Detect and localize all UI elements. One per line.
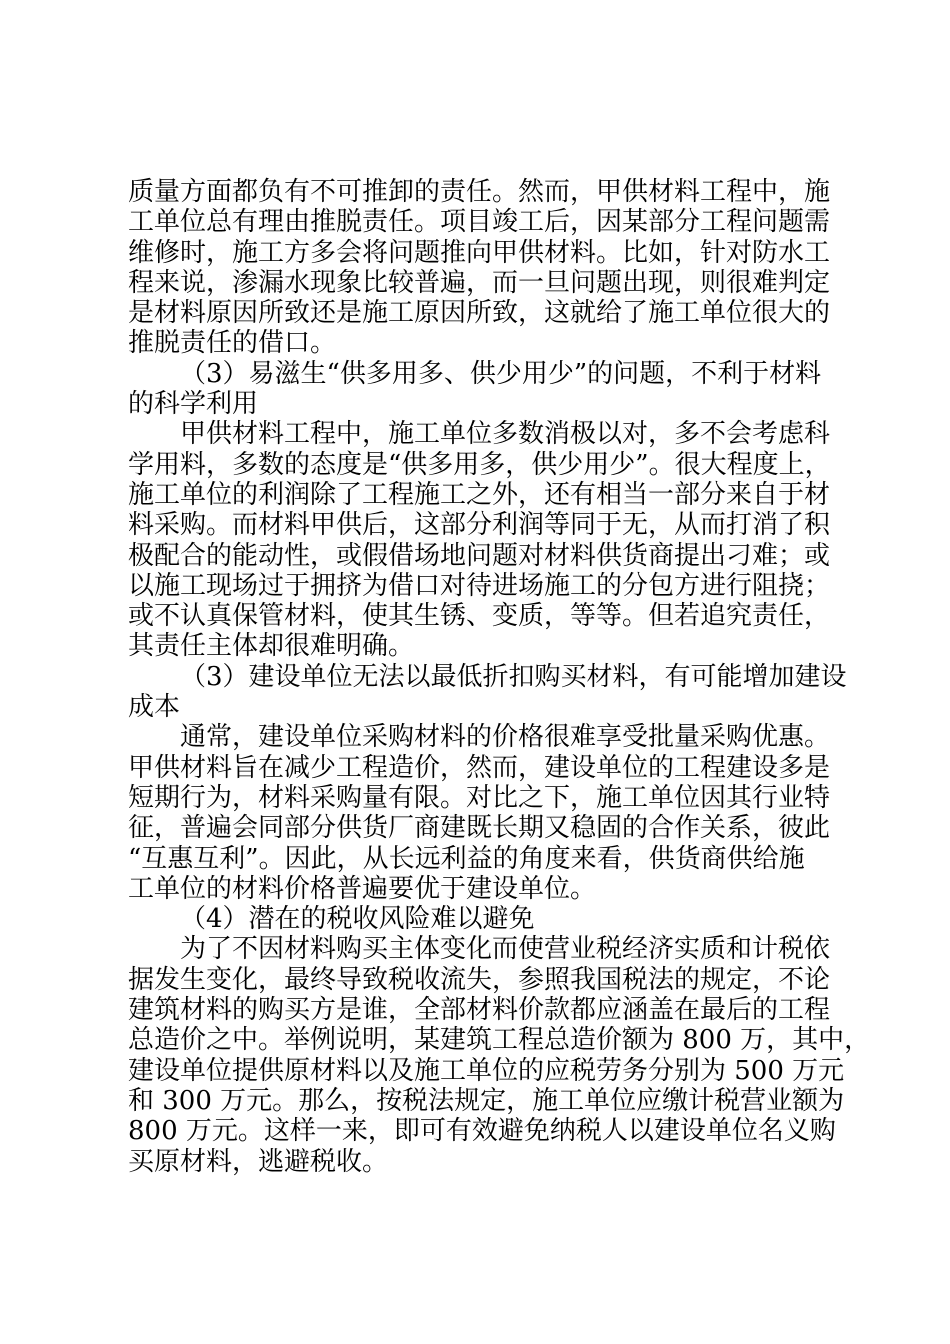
text-line: 工单位的材料价格普遍要优于建设单位。 <box>128 873 597 904</box>
text-line: 据发生变化，最终导致税收流失，参照我国税法的规定，不论 <box>128 964 831 995</box>
section-heading-4 <box>128 904 840 934</box>
text-line: 甲供材料旨在减少工程造价，然而，建设单位的工程建设多是 <box>128 752 831 783</box>
heading-line: （3）易滋生“供多用多、供少用少”的问题，不利于材料 <box>180 358 822 389</box>
text-line: 建筑材料的购买方是谁，全部材料价款都应涵盖在最后的工程 <box>128 995 831 1026</box>
document-page <box>128 177 871 1177</box>
heading-line: 成本 <box>128 692 181 723</box>
paragraph-material-usage <box>128 419 840 661</box>
paragraph-purchase-discount <box>128 722 840 904</box>
text-line: 建设单位提供原材料以及施工单位的应税劳务分别为 500 万元 <box>128 1055 845 1086</box>
text-line: 征，普遍会同部分供货厂商建既长期又稳固的合作关系，彼此 <box>128 813 831 844</box>
section-heading-3b <box>128 661 847 723</box>
heading-line: （3）建设单位无法以最低折扣购买材料，有可能增加建设 <box>180 661 847 692</box>
text-line: 为了不因材料购买主体变化而使营业税经济实质和计税依 <box>180 934 831 965</box>
text-line: 总造价之中。举例说明，某建筑工程总造价额为 800 万，其中， <box>128 1025 871 1056</box>
text-line: 甲供材料工程中，施工单位多数消极以对，多不会考虑科 <box>180 419 831 450</box>
heading-line: 的科学利用 <box>128 389 259 420</box>
paragraph-tax-risk <box>128 934 871 1177</box>
text-line: 极配合的能动性，或假借场地问题对材料供货商提出刁难；或 <box>128 540 831 571</box>
text-line: “互惠互利”。因此，从长远利益的角度来看，供货商供给施 <box>128 843 805 874</box>
text-line: 通常，建设单位采购材料的价格很难享受批量采购优惠。 <box>180 722 831 753</box>
text-line: 是材料原因所致还是施工原因所致，这就给了施工单位很大的 <box>128 298 831 329</box>
text-line: 维修时，施工方多会将问题推向甲供材料。比如，针对防水工 <box>128 237 831 268</box>
text-line: 以施工现场过于拥挤为借口对待进场施工的分包方进行阻挠； <box>128 570 831 601</box>
text-line: 料采购。而材料甲供后，这部分利润等同于无，从而打消了积 <box>128 510 831 541</box>
text-line: 学用料，多数的态度是“供多用多，供少用少”。很大程度上， <box>128 449 831 480</box>
heading-line: （4）潜在的税收风险难以避免 <box>180 904 535 935</box>
text-line: 其责任主体却很难明确。 <box>128 631 415 662</box>
paragraph-responsibility <box>128 177 840 359</box>
text-line: 程来说，渗漏水现象比较普遍，而一旦问题出现，则很难判定 <box>128 267 831 298</box>
text-line: 工单位总有理由推脱责任。项目竣工后，因某部分工程问题需 <box>128 207 831 238</box>
text-line: 短期行为，材料采购量有限。对比之下，施工单位因其行业特 <box>128 782 831 813</box>
section-heading-3a <box>128 359 840 420</box>
text-line: 施工单位的利润除了工程施工之外，还有相当一部分来自于材 <box>128 479 831 510</box>
text-line: 买原材料，逃避税收。 <box>128 1146 389 1177</box>
text-line: 和 300 万元。那么，按税法规定，施工单位应缴计税营业额为 <box>128 1085 845 1116</box>
text-line: 或不认真保管材料，使其生锈、变质，等等。但若追究责任， <box>128 601 831 632</box>
text-line: 质量方面都负有不可推卸的责任。然而，甲供材料工程中，施 <box>128 177 831 207</box>
text-line: 800 万元。这样一来，即可有效避免纳税人以建设单位名义购 <box>128 1116 836 1147</box>
text-line: 推脱责任的借口。 <box>128 328 337 359</box>
